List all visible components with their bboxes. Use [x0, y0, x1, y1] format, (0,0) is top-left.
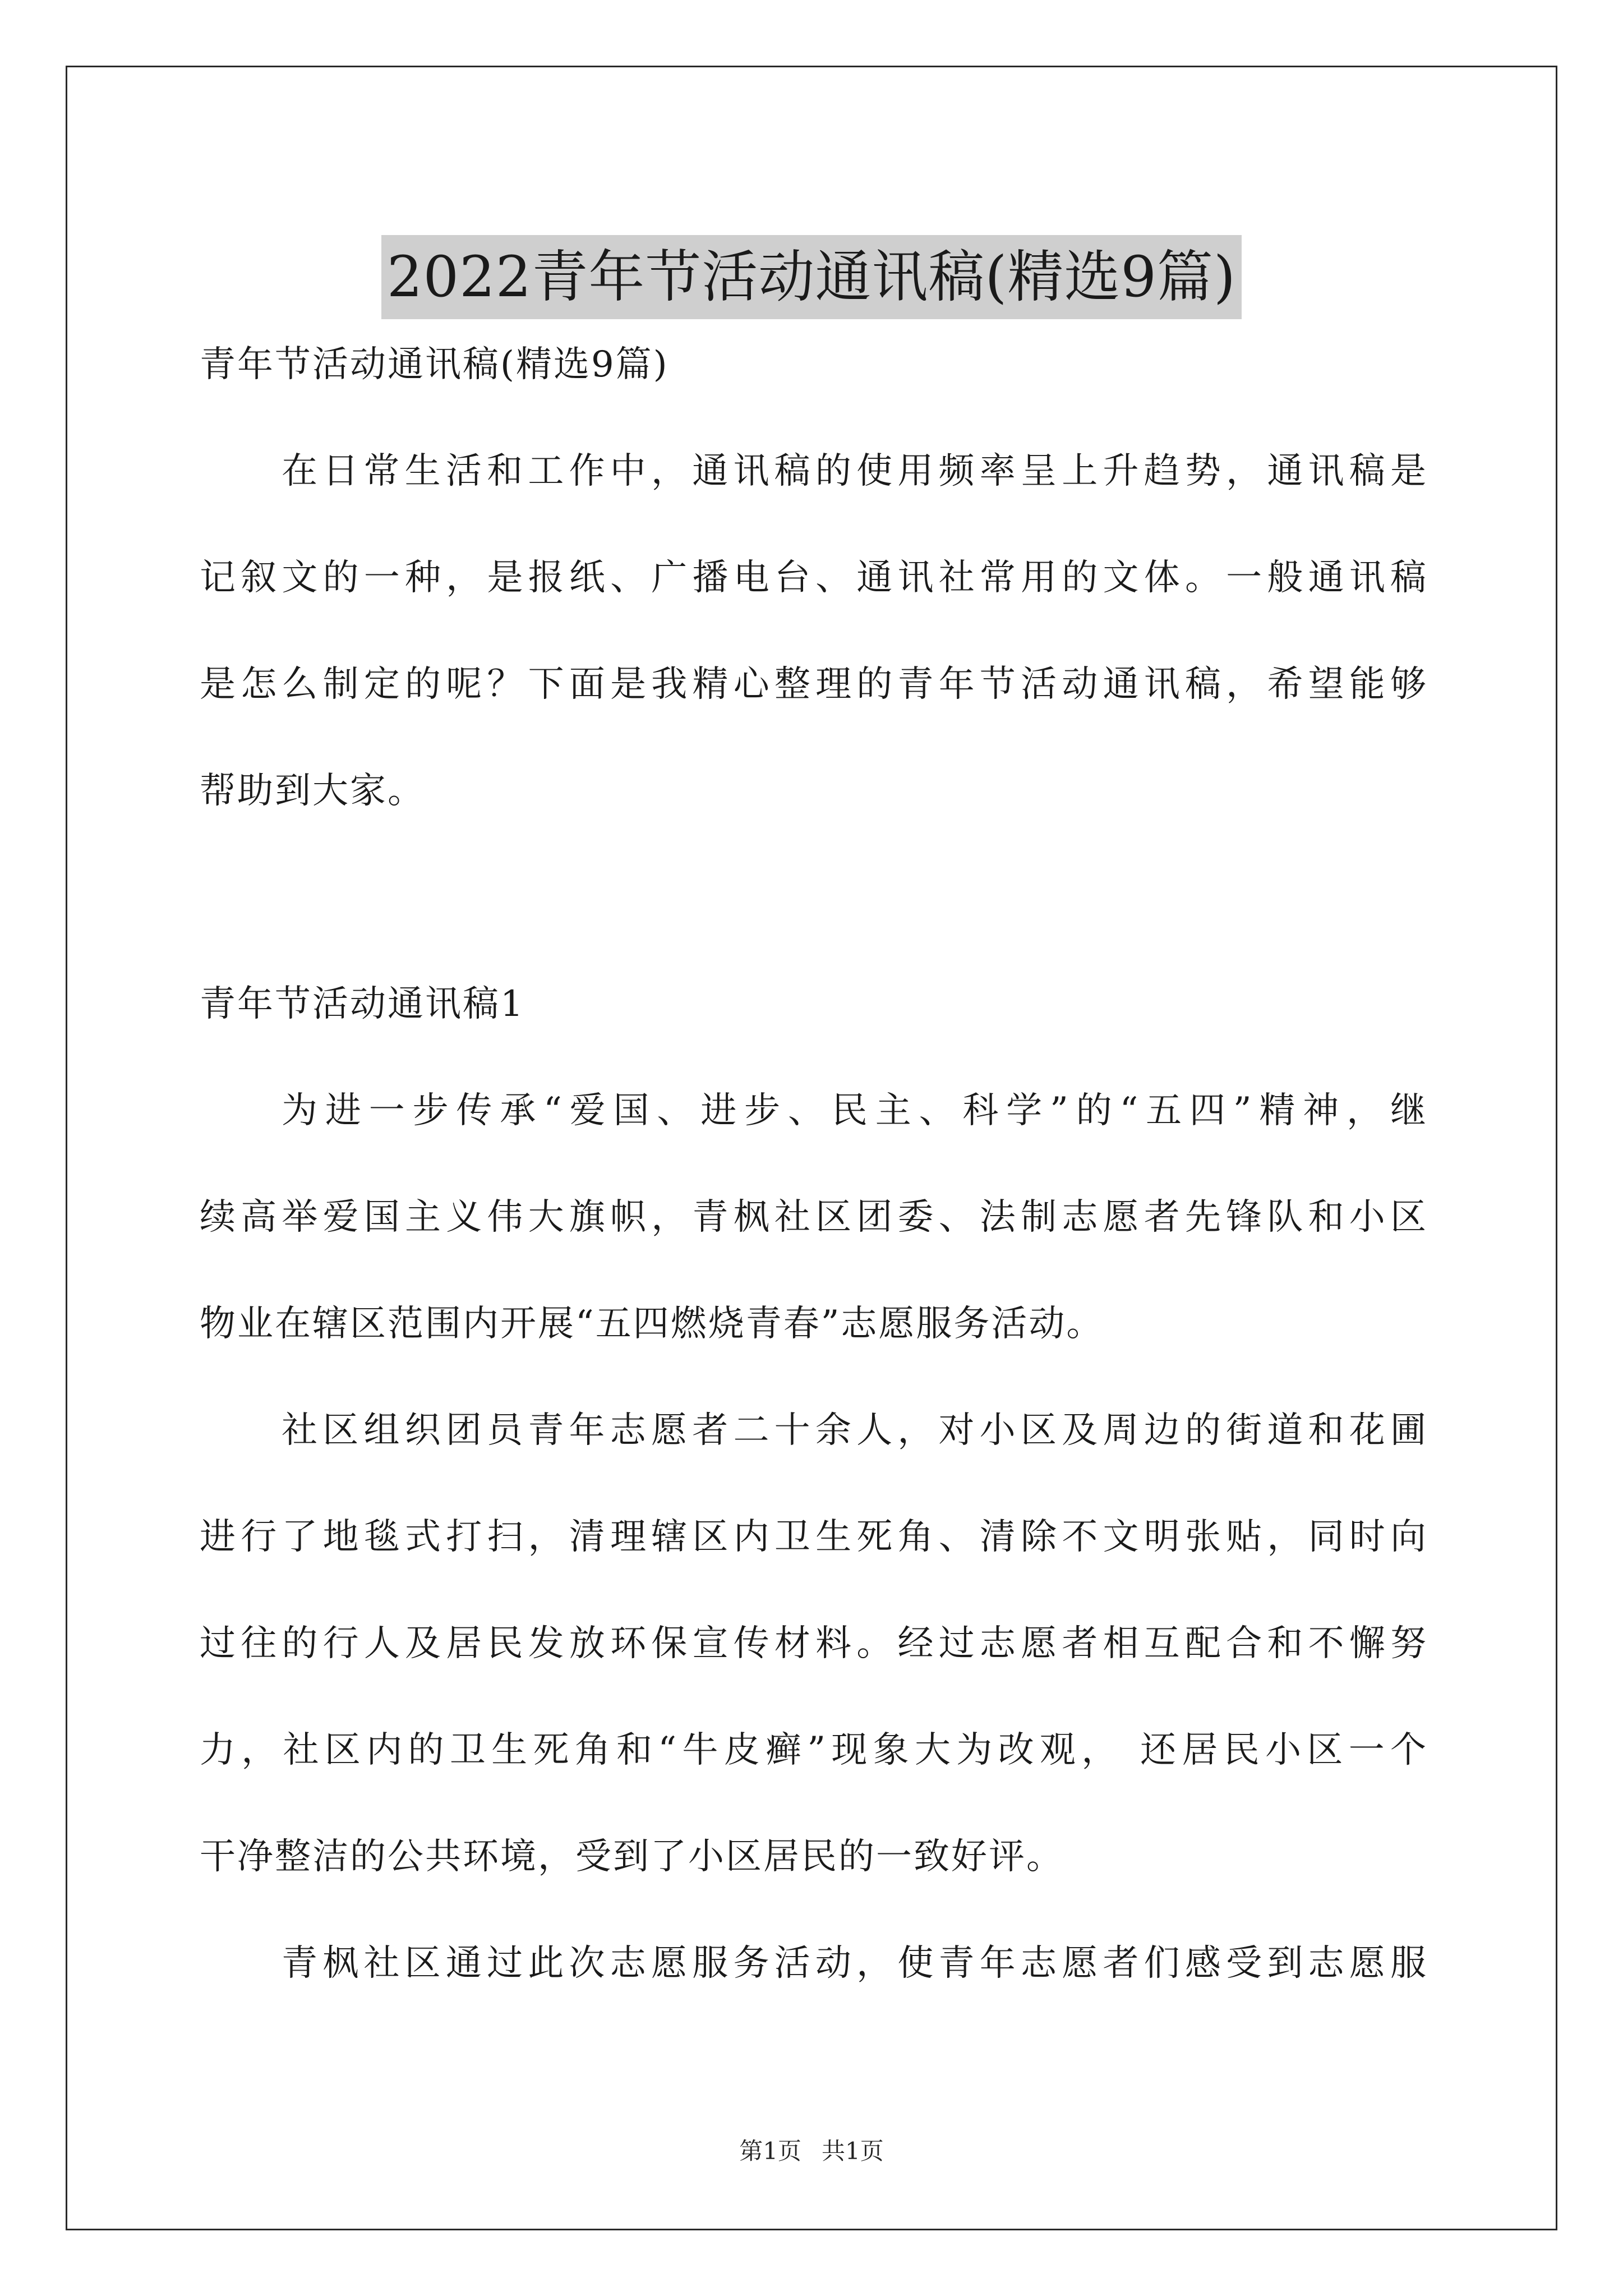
paragraph-1: [200, 1057, 1428, 1377]
paragraph-2: [200, 1377, 1428, 1910]
intro-paragraph: [200, 418, 1428, 844]
paragraph-line: 记叙文的一种，是报纸、广播电台、通讯社常用的文体。一般通讯稿: [200, 557, 1428, 599]
paragraph-line: 物业在辖区范围内开展“五四燃烧青春”志愿服务活动。: [200, 1303, 1104, 1345]
paragraph-line: 干净整洁的公共环境，受到了小区居民的一致好评。: [200, 1836, 1064, 1878]
page-footer: [0, 2134, 1623, 2168]
page-total: 共1页: [822, 2137, 884, 2165]
paragraph-line: 青枫社区通过此次志愿服务活动，使青年志愿者们感受到志愿服: [282, 1943, 1428, 1984]
document-body: [200, 311, 1428, 2017]
paragraph-line: 为进一步传承“爱国、进步、民主、科学”的“五四”精神，继: [282, 1090, 1428, 1131]
paragraph-line: 续高举爱国主义伟大旗帜，青枫社区团委、法制志愿者先锋队和小区: [200, 1197, 1428, 1238]
paragraph-line: 过往的行人及居民发放环保宣传材料。经过志愿者相互配合和不懈努: [200, 1623, 1428, 1664]
section-heading: 青年节活动通讯稿1: [200, 983, 525, 1025]
document-title: 2022青年节活动通讯稿(精选9篇): [381, 235, 1242, 319]
document-subtitle: 青年节活动通讯稿(精选9篇): [200, 344, 669, 385]
paragraph-line: 是怎么制定的呢？下面是我精心整理的青年节活动通讯稿，希望能够: [200, 664, 1428, 705]
page-number: 第1页: [739, 2137, 801, 2165]
paragraph-3: [200, 1910, 1428, 2017]
paragraph-line: 在日常生活和工作中，通讯稿的使用频率呈上升趋势，通讯稿是: [282, 450, 1428, 492]
paragraph-line: 社区组织团员青年志愿者二十余人，对小区及周边的街道和花圃: [282, 1410, 1428, 1451]
paragraph-line: 力，社区内的卫生死角和“牛皮癣”现象大为改观， 还居民小区一个: [200, 1729, 1428, 1771]
paragraph-line: 进行了地毯式打扫，清理辖区内卫生死角、清除不文明张贴，同时向: [200, 1516, 1428, 1558]
paragraph-line: 帮助到大家。: [200, 770, 425, 812]
spacer: [200, 844, 1428, 951]
